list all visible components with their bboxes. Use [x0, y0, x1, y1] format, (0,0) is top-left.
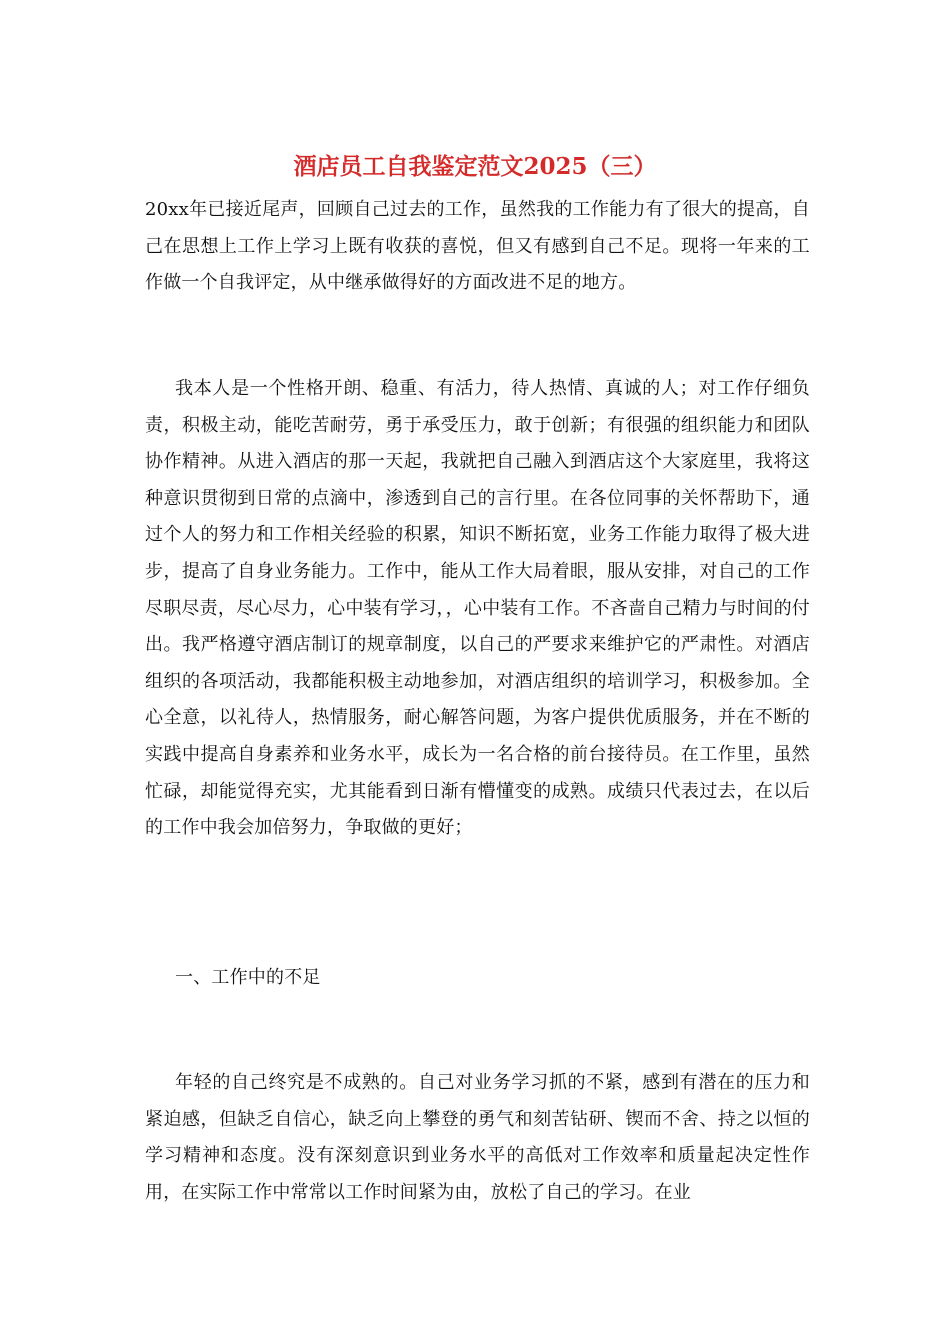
document-title: 酒店员工自我鉴定范文2025（三）: [293, 153, 657, 180]
section-heading-shortcomings: 一、工作中的不足: [175, 967, 321, 988]
self-assessment-paragraph: 我本人是一个性格开朗、稳重、有活力，待人热情、真诚的人；对工作仔细负责，积极主动，能吃苦耐劳，勇于承受压力，敢于创新；有很强的组织能力和团队协作精神。从进入酒店的那一天起，我就把自己融入到酒店这个大家庭里，我将这种意识贯彻到日常的点滴中，渗透到自己的言行里。在各位同事的关怀帮助下，通过个人的努力和工作相关经验的积累，知识不断拓宽，业务工作能力取得了极大进步，提高了自身业务能力。工作中，能从工作大局着眼，服从安排，对自己的工作尽职尽责，尽心尽力，心中装有学习，，心中装有工作。不吝啬自己精力与时间的付出。我严格遵守酒店制订的规章制度，以自己的严要求来维护它的严肃性。对酒店组织的各项活动，我都能积极主动地参加，对酒店组织的培训学习，积极参加。全心全意，以礼待人，热情服务，耐心解答问题，为客户提供优质服务，并在不断的实践中提高自身素养和业务水平，成长为一名合格的前台接待员。在工作里，虽然忙碌，却能觉得充实，尤其能看到日渐有懵懂变的成熟。成绩只代表过去，在以后的工作中我会加倍努力，争取做的更好；: [145, 378, 810, 839]
shortcomings-paragraph: 年轻的自己终究是不成熟的。自己对业务学习抓的不紧，感到有潜在的压力和紧迫感，但缺乏自信心，缺乏向上攀登的勇气和刻苦钻研、锲而不舍、持之以恒的学习精神和态度。没有深刻意识到业务水平的高低对工作效率和质量起决定性作用，在实际工作中常常以工作时间紧为由，放松了自己的学习。在业: [145, 1072, 810, 1203]
intro-paragraph: 20xx年已接近尾声，回顾自己过去的工作，虽然我的工作能力有了很大的提高，自己在思想上工作上学习上既有收获的喜悦，但又有感到自己不足。现将一年来的工作做一个自我评定，从中继承做得好的方面改进不足的地方。: [145, 199, 810, 294]
